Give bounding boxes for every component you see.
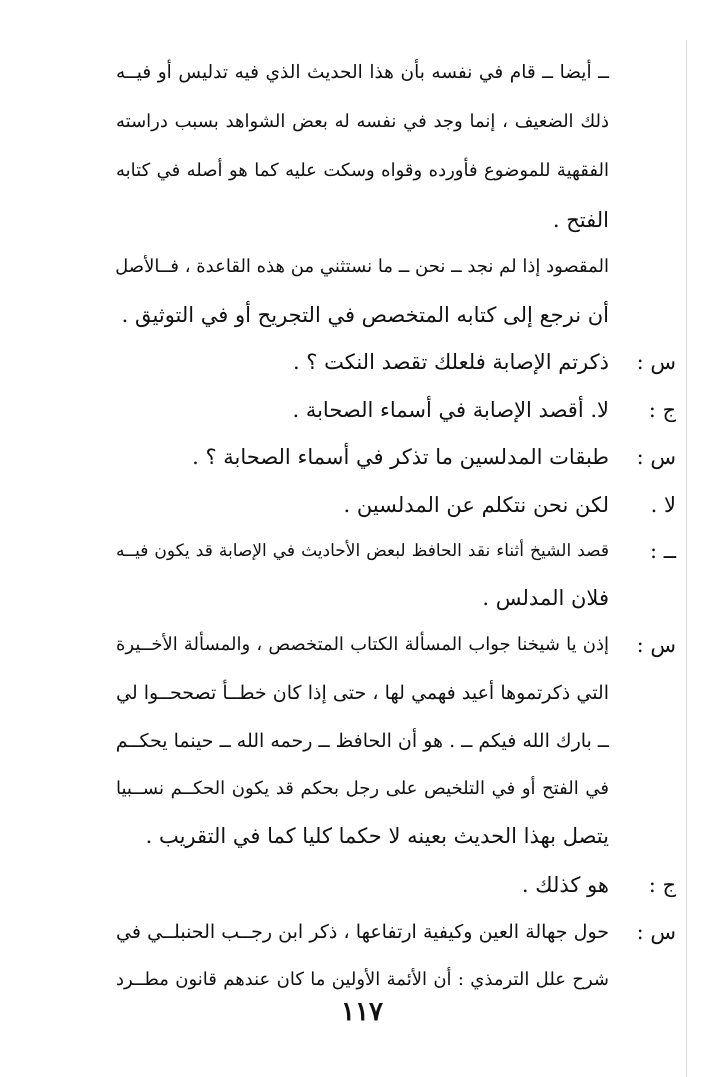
qa-marker: س : <box>636 350 676 374</box>
text-line: ذكرتم الإصابة فلعلك تقصد النكت ؟ . <box>292 350 609 374</box>
qa-marker: ــ : <box>649 539 676 563</box>
text-line: المقصود إذا لم نجد ــ نحن ــ ما نستثني من هذه القاعدة ، فــالأصل <box>115 256 609 277</box>
text-line: التي ذكرتموها أعيد فهمي لها ، حتى إذا كان خطــأ تصححــوا لي <box>116 682 609 704</box>
text-line: الفقهية للموضوع فأورده وقواه وسكت عليه كما هو أصله في كتابه <box>116 160 609 181</box>
qa-marker: ج : <box>648 873 676 897</box>
qa-marker: س : <box>636 633 676 657</box>
text-line: الفتح . <box>552 208 609 232</box>
text-line: هو كذلك . <box>521 873 609 897</box>
text-line: ــ بارك الله فيكم ــ . هو أن الحافظ ــ رحمه الله ــ حينما يحكــم <box>115 730 609 752</box>
text-line: في الفتح أو في التلخيص على رجل بحكم قد يكون الحكــم نســبيا <box>116 778 609 799</box>
text-line: حول جهالة العين وكيفية ارتفاعها ، ذكر ابن رجــب الحنبلــي في <box>116 921 609 943</box>
text-line: قصد الشيخ أثناء نقد الحافظ لبعض الأحاديث في الإصابة قد يكون فيــه <box>116 541 609 561</box>
text-line: شرح علل الترمذي : أن الأئمة الأولين ما كان عندهم قانون مطــرد <box>116 969 609 990</box>
qa-marker: ج : <box>648 398 676 422</box>
text-line: ذلك الضعيف ، إنما وجد في نفسه له بعض الشواهد بسبب دراسته <box>116 111 609 132</box>
text-line: فلان المدلس . <box>482 586 609 610</box>
text-line: أن نرجع إلى كتابه المتخصص في التجريح أو في التوثيق . <box>121 303 609 327</box>
qa-marker: س : <box>636 920 676 944</box>
text-line: لكن نحن نتكلم عن المدلسين . <box>343 493 609 517</box>
qa-marker: لا . <box>650 493 676 517</box>
text-line: ــ أيضا ــ قام في نفسه بأن هذا الحديث الذي فيه تدليس أو فيــه <box>116 62 609 83</box>
page-number: ١١٧ <box>341 997 383 1027</box>
qa-marker: س : <box>636 445 676 469</box>
text-line: طبقات المدلسين ما تذكر في أسماء الصحابة ؟ . <box>192 445 609 469</box>
text-line: لا. أقصد الإصابة في أسماء الصحابة . <box>292 398 609 422</box>
page-edge-line <box>686 40 687 1077</box>
text-line: يتصل بهذا الحديث بعينه لا حكما كليا كما في التقريب . <box>145 824 609 848</box>
text-line: إذن يا شيخنا جواب المسألة الكتاب المتخصص ، والمسألة الأخــيرة <box>116 634 609 655</box>
